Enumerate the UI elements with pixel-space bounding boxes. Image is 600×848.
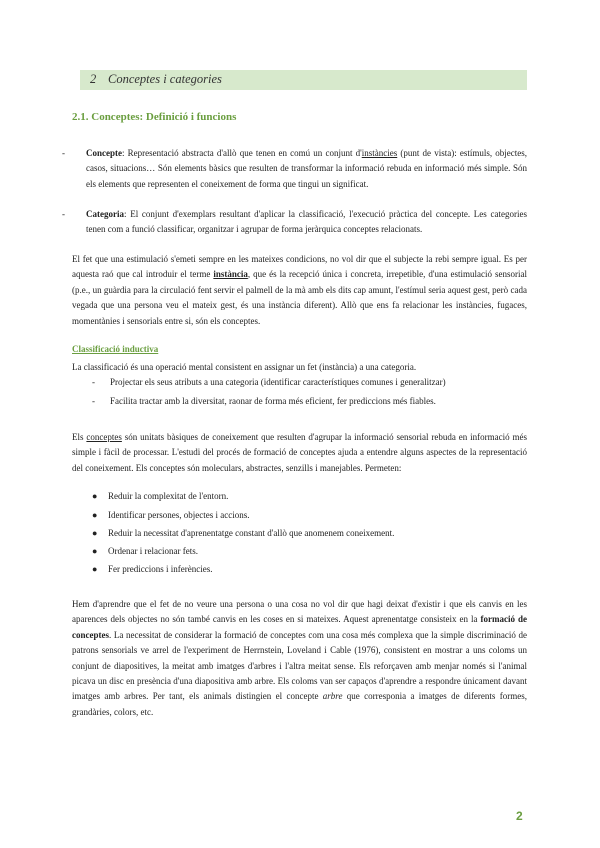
definition-item (62, 207, 527, 238)
definition-term: Concepte (86, 148, 122, 158)
definition-text: Categoria: El conjunt d'exemplars resultant d'aplicar la classificació, l'execució pràctica del concepte. Les categories tenen com a funció classificar, organitzar i agrupar de forma jeràrquica conceptes relacionats. (86, 209, 527, 235)
dash-marker: - (62, 148, 65, 158)
section-title: Conceptes i categories (108, 72, 222, 86)
dash-marker: - (92, 377, 95, 387)
dash-marker: - (62, 209, 65, 219)
definition-term: Categoria (86, 209, 124, 219)
paragraph: Els conceptes són unitats bàsiques de coneixement que resulten d'agrupar la informació sensorial rebuda en informació més simple i fàcil de processar. L'estudi del procés de formació de conceptes ajuda a entendre alguns aspectes de la representació del coneixement. Els conceptes són moleculars, abstractes, senzills i manejables. Permeten: (72, 432, 527, 473)
bullet-icon: ● (92, 510, 98, 520)
dash-marker: - (92, 396, 95, 406)
instance-term: instància (213, 269, 248, 280)
instances-link[interactable]: instàncies (361, 148, 398, 158)
subsection-title: 2.1. Conceptes: Definició i funcions (72, 111, 237, 123)
list-item-text: Fer prediccions i inferències. (108, 564, 213, 574)
list-item-text: Projectar els seus atributs a una categoria (identificar característiques comunes i generalitzar) (110, 377, 446, 387)
list-item-text: Facilita tractar amb la diversitat, raonar de forma més eficient, fer prediccions més fiables. (110, 396, 436, 406)
paragraph: El fet que una estimulació s'emeti sempre en les mateixes condicions, no vol dir que el subjecte la rebi sempre igual. Es per aquesta raó que cal introduir el terme instància, que és la recepció única i concreta, irrepetible, d'una estimulació sensorial (p.e., un guàrdia para la circulació fent servir el palmell de la mà amb els dits cap amunt, l'estímul seria aquest gest, però cada vegada que una persona veu el mateix gest, és una instància diferent). Allò que ens fa relacionar les instàncies, fugaces, momentànies i sensorials entre si, són els conceptes. (72, 254, 527, 326)
list-item-text: Reduir la necessitat d'aprenentatge constant d'allò que anomenem coneixement. (108, 528, 395, 538)
definition-text: Concepte: Representació abstracta d'allò que tenen en comú un conjunt d'instàncies (punt de vista): estímuls, objectes, casos, situacions… Són elements bàsics que resulten de transformar la informació rebuda en informació més simple. Són els elements que representen el coneixement de forma que tingui un significat. (86, 148, 527, 189)
concept-formation-term: formació de conceptes (72, 614, 528, 640)
list-item-text: Reduir la complexitat de l'entorn. (108, 491, 229, 501)
section-number: 2 (90, 72, 97, 86)
bullet-icon: ● (92, 564, 98, 574)
paragraph: Hem d'aprendre que el fet de no veure una persona o una cosa no vol dir que hagi deixat d'existir i que els canvis en les aparences dels objectes no són també canvis en les coses en si mateixes. Aquest aprenentatge consisteix en la formació de conceptes. La necessitat de considerar la formació de conceptes com una cosa més complexa que la simple discriminació de patrons sensorials ve arrel de l'experiment de Herrnstein, Loveland i Cable (1976), consistent en mostrar a uns coloms un conjunt de diapositives, la meitat amb imatges d'arbres i l'altra meitat sense. Els reforçaven amb menjar només si l'animal picava un disc en presència d'una diapositiva amb arbre. Els coloms van ser capaços d'aprendre a respondre únicament davant imatges amb arbres. Per tant, els animals distingien el concepte arbre que corresponia a imatges de diferents formes, grandàries, colors, etc. (72, 599, 528, 717)
bullet-icon: ● (92, 528, 98, 538)
list-item-text: Ordenar i relacionar fets. (108, 546, 198, 556)
classification-intro: La classificació és una operació mental consistent en assignar un fet (instància) a una categoria. (72, 362, 417, 372)
page-number: 2 (516, 809, 523, 823)
definition-item (62, 146, 527, 192)
tree-term: arbre (322, 691, 343, 702)
list-item-text: Identificar persones, objectes i accions. (108, 510, 250, 520)
bullet-icon: ● (92, 546, 98, 556)
section-heading (80, 70, 527, 90)
classification-heading-link[interactable]: Classificació inductiva (72, 344, 159, 354)
concepts-link[interactable]: conceptes (86, 432, 122, 442)
bullet-icon: ● (92, 491, 98, 501)
